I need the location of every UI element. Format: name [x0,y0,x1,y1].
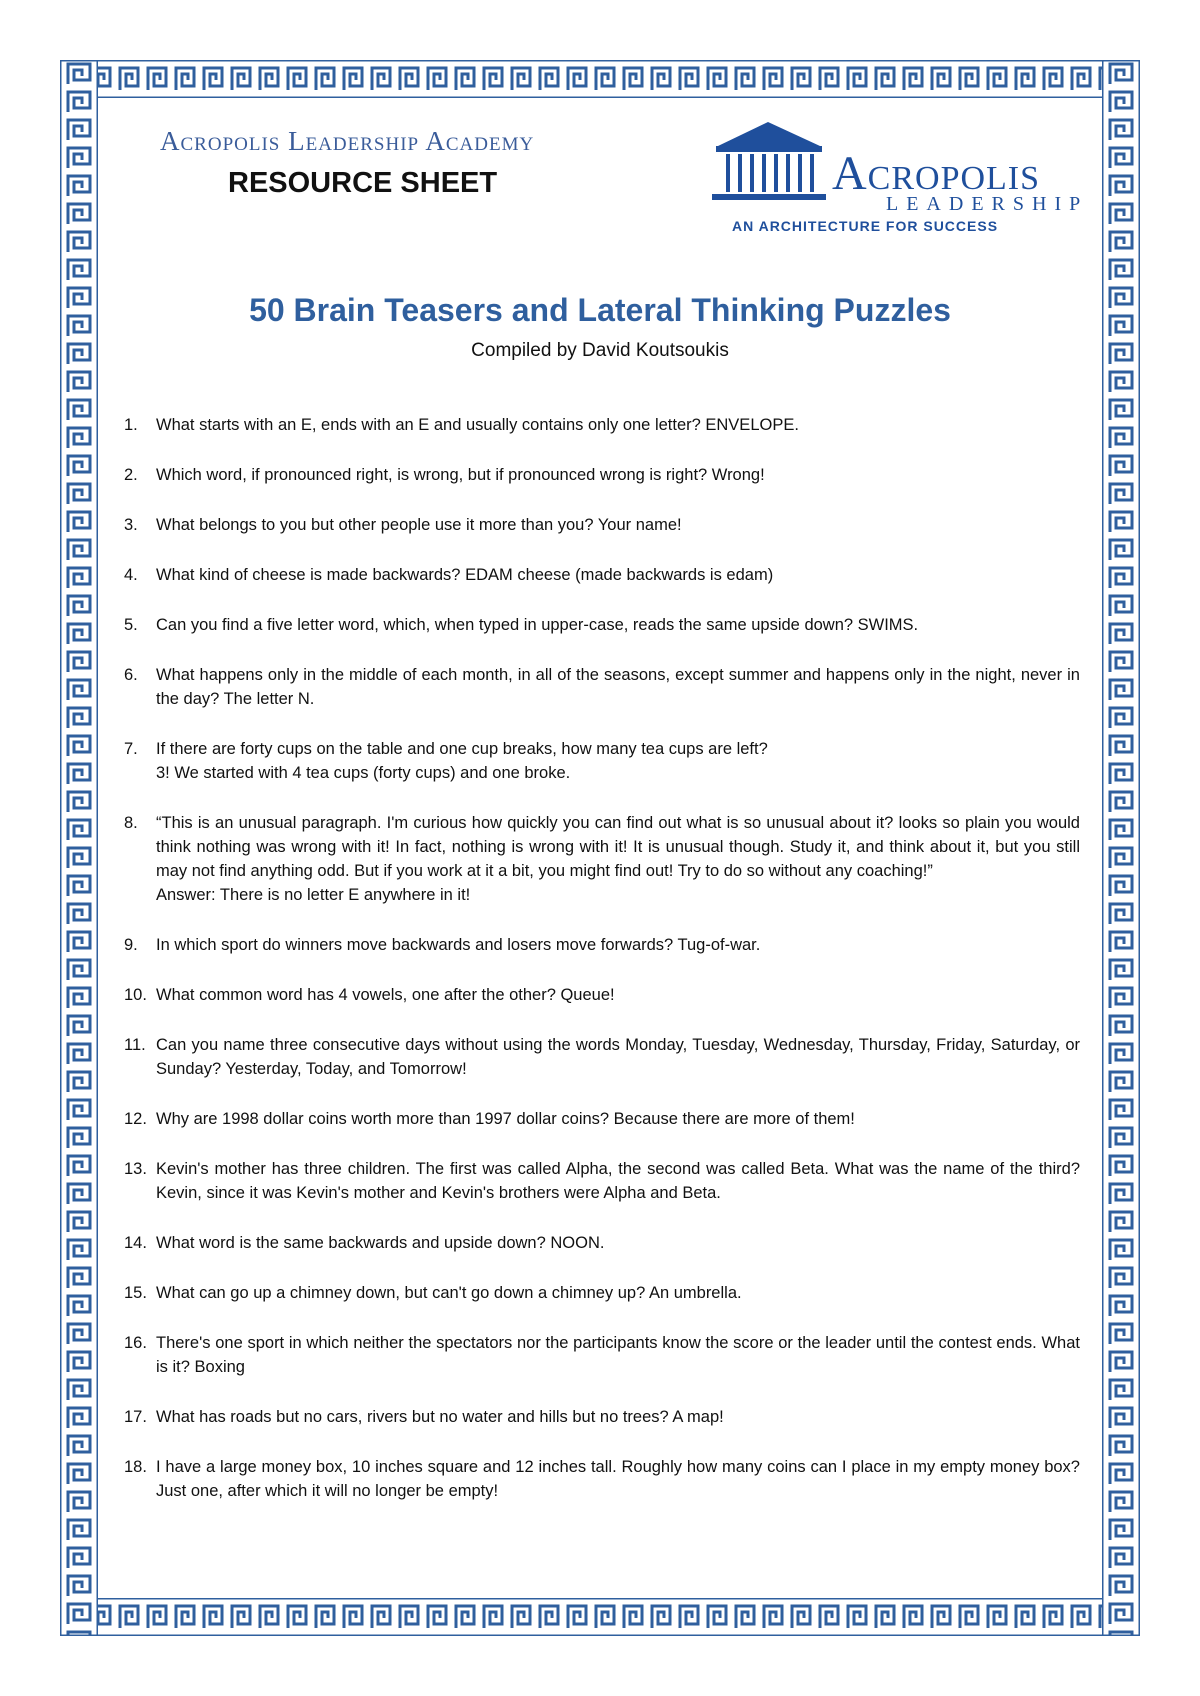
puzzle-line: “This is an unusual paragraph. I'm curious how quickly you can find out what is so unusual about it? looks so plain you would think nothing was wrong with it! In fact, nothing is wrong with it! It is unusual though. Study it, and think about it, but you still may not find anything odd. But if you work at it a bit, you might find out! Try to do so without any coaching!” [156,814,1080,880]
puzzle-line: I have a large money box, 10 inches square and 12 inches tall. Roughly how many coins can I place in my empty money box? Just one, after which it will no longer be empty! [156,1458,1080,1500]
puzzle-text [156,1405,1080,1429]
puzzle-item [124,933,1080,957]
puzzle-number: 3. [124,516,138,534]
puzzle-line: What starts with an E, ends with an E and usually contains only one letter? ENVELOPE. [156,416,799,434]
puzzle-line: If there are forty cups on the table and one cup breaks, how many tea cups are left? [156,740,768,758]
puzzle-text [156,463,1080,487]
puzzle-text [156,1231,1080,1255]
puzzle-list [124,413,1080,1529]
puzzle-number: 12. [124,1110,147,1128]
puzzle-text [156,1281,1080,1305]
puzzle-item [124,1455,1080,1503]
puzzle-line: There's one sport in which neither the spectators nor the participants know the score or the leader until the contest ends. What is it? Boxing [156,1334,1080,1376]
border-top [60,60,1140,98]
puzzle-text [156,1331,1080,1379]
logo-subword: LEADERSHIP [886,193,1089,215]
puzzle-line: Answer: There is no letter E anywhere in it! [156,886,471,904]
puzzle-number: 14. [124,1234,147,1252]
puzzle-line: 3! We started with 4 tea cups (forty cups) and one broke. [156,764,571,782]
puzzle-line: What belongs to you but other people use it more than you? Your name! [156,516,682,534]
puzzle-number: 17. [124,1408,147,1426]
puzzle-number: 16. [124,1334,147,1352]
puzzle-line: What happens only in the middle of each month, in all of the seasons, except summer and happens only in the night, never in the day? The letter N. [156,666,1080,708]
border-bottom [60,1598,1140,1636]
puzzle-item [124,1033,1080,1081]
puzzle-text [156,513,1080,537]
puzzle-line: Kevin's mother has three children. The first was called Alpha, the second was called Beta. What was the name of the third? Kevin, since it was Kevin's mother and Kevin's brothers were Alpha and Beta. [156,1160,1080,1202]
puzzle-line: What has roads but no cars, rivers but no water and hills but no trees? A map! [156,1408,724,1426]
puzzle-item [124,563,1080,587]
puzzle-text [156,663,1080,711]
puzzle-line: What common word has 4 vowels, one after the other? Queue! [156,986,615,1004]
header-left [160,126,630,200]
puzzle-text [156,1033,1080,1081]
puzzle-number: 18. [124,1458,147,1476]
puzzle-item [124,1281,1080,1305]
puzzle-number: 10. [124,986,147,1004]
academy-name: Acropolis Leadership Academy [160,126,535,156]
puzzle-item [124,1231,1080,1255]
puzzle-line: Can you find a five letter word, which, when typed in upper-case, reads the same upside down? SWIMS. [156,616,919,634]
acropolis-logo [708,118,1089,238]
puzzle-line: What can go up a chimney down, but can't go down a chimney up? An umbrella. [156,1284,742,1302]
puzzle-text [156,737,1080,785]
puzzle-text [156,933,1080,957]
puzzle-number: 1. [124,416,138,434]
puzzle-line: What kind of cheese is made backwards? EDAM cheese (made backwards is edam) [156,566,774,584]
puzzle-item [124,1107,1080,1131]
page-title: 50 Brain Teasers and Lateral Thinking Puzzles [249,292,951,328]
puzzle-item [124,1157,1080,1205]
puzzle-number: 15. [124,1284,147,1302]
puzzle-item [124,811,1080,907]
puzzle-item [124,513,1080,537]
puzzle-number: 4. [124,566,138,584]
puzzle-item [124,613,1080,637]
puzzle-number: 7. [124,740,138,758]
puzzle-item [124,413,1080,437]
puzzle-line: What word is the same backwards and upside down? NOON. [156,1234,605,1252]
resource-sheet-heading: RESOURCE SHEET [228,167,498,199]
puzzle-line: Why are 1998 dollar coins worth more than 1997 dollar coins? Because there are more of them! [156,1110,855,1128]
puzzle-text [156,563,1080,587]
puzzle-text [156,1157,1080,1205]
puzzle-number: 5. [124,616,138,634]
page-subtitle: Compiled by David Koutsoukis [471,340,729,361]
puzzle-number: 9. [124,936,138,954]
puzzle-line: Can you name three consecutive days without using the words Monday, Tuesday, Wednesday, Thursday, Friday, Saturday, or Sunday? Yesterday, Today, and Tomorrow! [156,1036,1080,1078]
puzzle-number: 6. [124,666,138,684]
puzzle-line: Which word, if pronounced right, is wrong, but if pronounced wrong is right? Wrong! [156,466,765,484]
puzzle-text [156,811,1080,907]
puzzle-item [124,463,1080,487]
puzzle-item [124,663,1080,711]
puzzle-item [124,983,1080,1007]
logo-tagline: AN ARCHITECTURE FOR SUCCESS [732,218,999,234]
puzzle-line: In which sport do winners move backwards and losers move forwards? Tug-of-war. [156,936,761,954]
puzzle-number: 13. [124,1160,147,1178]
puzzle-text [156,983,1080,1007]
puzzle-text [156,1455,1080,1503]
puzzle-number: 8. [124,814,138,832]
puzzle-item [124,737,1080,785]
puzzle-text [156,413,1080,437]
puzzle-item [124,1405,1080,1429]
puzzle-number: 2. [124,466,138,484]
puzzle-item [124,1331,1080,1379]
puzzle-text [156,1107,1080,1131]
logo-wordmark: Acropolis [832,147,1041,200]
temple-icon [708,118,828,208]
puzzle-number: 11. [124,1036,146,1054]
puzzle-text [156,613,1080,637]
